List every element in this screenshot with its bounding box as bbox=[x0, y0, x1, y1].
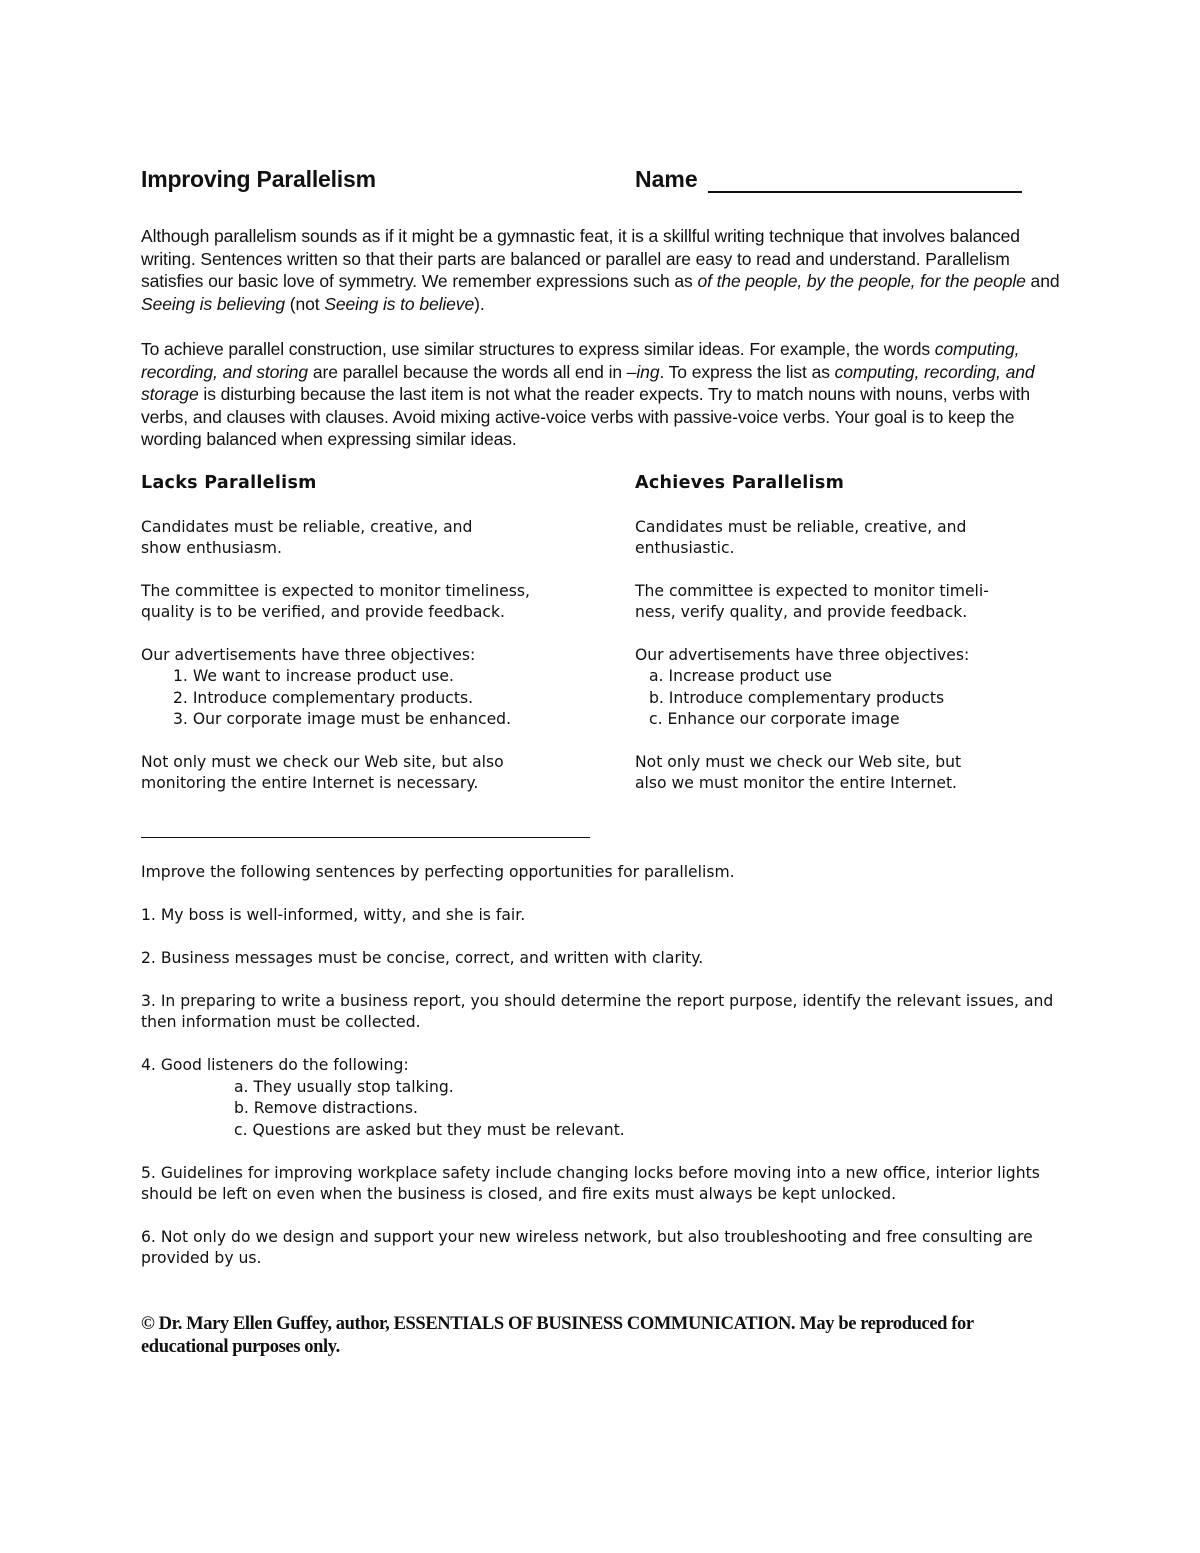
exercise-question-6: 6. Not only do we design and support your new wireless network, but also troubleshooting and free consulting are provided by us. bbox=[141, 1228, 1033, 1268]
list-item: b. Remove distractions. bbox=[234, 1099, 419, 1118]
intro-emphasis: Seeing is to believe bbox=[324, 293, 475, 314]
achieves-heading: Achieves Parallelism bbox=[635, 473, 845, 493]
intro-emphasis: Seeing is believing bbox=[141, 293, 286, 314]
list-item: c. Questions are asked but they must be relevant. bbox=[234, 1120, 625, 1139]
intro-text: and bbox=[1025, 271, 1060, 291]
example-line: enthusiastic. bbox=[635, 539, 735, 558]
list-item: b. Introduce complementary products bbox=[649, 688, 945, 707]
intro-paragraph-1 bbox=[141, 225, 1061, 315]
copyright-notice: © Dr. Mary Ellen Guffey, author, ESSENTIALS OF BUSINESS COMMUNICATION. May be reproduced for educational purposes only. bbox=[141, 1314, 974, 1357]
list-item: 2. Introduce complementary products. bbox=[173, 688, 474, 707]
intro-text: . To express the list as bbox=[659, 361, 835, 382]
intro-text: To achieve parallel construction, use similar structures to express similar ideas. For example, the words bbox=[141, 339, 935, 359]
name-blank-line bbox=[708, 191, 1022, 193]
question-4-text: 4. Good listeners do the following: bbox=[141, 1056, 409, 1075]
intro-text: are parallel because the words all end in bbox=[308, 361, 627, 382]
example-line: show enthusiasm. bbox=[141, 539, 282, 558]
achieves-example-3 bbox=[635, 645, 1105, 730]
list-item: 3. Our corporate image must be enhanced. bbox=[173, 710, 512, 729]
lacks-example-4 bbox=[141, 752, 611, 795]
lacks-parallelism-column bbox=[141, 473, 611, 816]
exercise-question-5: 5. Guidelines for improving workplace safety include changing locks before moving into a new office, interior lights should be left on even when the business is closed, and fire exits must always be kept unlocked. bbox=[141, 1163, 1040, 1204]
lacks-example-1 bbox=[141, 517, 611, 560]
lacks-example-3 bbox=[141, 645, 611, 730]
intro-text: Although parallelism sounds as if it might be a gymnastic feat, it is a skillful writing technique that involves balanced writing. Sentences written so that their parts are balanced or parallel are easy to read and understand. Parallelism satisfies our basic love of symmetry. We remember expressions such as bbox=[141, 226, 1020, 291]
achieves-objectives-list bbox=[635, 666, 1105, 730]
list-item: 1. We want to increase product use. bbox=[173, 667, 454, 686]
example-line: Not only must we check our Web site, but also bbox=[141, 752, 504, 771]
lacks-objectives-list bbox=[141, 666, 611, 730]
intro-text: ). bbox=[474, 293, 485, 314]
intro-emphasis: computing, recording, and storing bbox=[141, 339, 1020, 382]
example-line: Our advertisements have three objectives: bbox=[635, 646, 970, 665]
achieves-example-4 bbox=[635, 752, 1105, 795]
example-line: The committee is expected to monitor timeli- bbox=[635, 582, 989, 601]
exercise-section bbox=[141, 862, 1061, 1291]
intro-text: (not bbox=[285, 293, 325, 314]
achieves-example-2 bbox=[635, 581, 1105, 624]
title-row bbox=[141, 166, 1061, 196]
example-line: quality is to be verified, and provide feedback. bbox=[141, 603, 505, 622]
intro-text: is disturbing because the last item is not what the reader expects. Try to match nouns with nouns, verbs with verbs, and clauses with clauses. Avoid mixing active-voice verbs with passive-voice verbs. Your goal is to keep the wording balanced when expressing similar ideas. bbox=[141, 384, 1031, 449]
example-line: Not only must we check our Web site, but bbox=[635, 752, 962, 771]
example-line: Candidates must be reliable, creative, and bbox=[635, 518, 967, 536]
example-line: Our advertisements have three objectives: bbox=[141, 646, 476, 665]
exercise-question-1: 1. My boss is well-informed, witty, and she is fair. bbox=[141, 906, 526, 924]
section-divider bbox=[141, 837, 590, 838]
exercise-question-4 bbox=[141, 1055, 1061, 1141]
example-line: ness, verify quality, and provide feedback. bbox=[635, 603, 968, 622]
exercise-question-3: 3. In preparing to write a business report, you should determine the report purpose, identify the relevant issues, and then information must be collected. bbox=[141, 992, 1054, 1032]
example-line: Candidates must be reliable, creative, and bbox=[141, 518, 473, 536]
example-line: also we must monitor the entire Internet. bbox=[635, 774, 958, 793]
name-label: Name bbox=[635, 166, 698, 192]
exercise-instructions: Improve the following sentences by perfecting opportunities for parallelism. bbox=[141, 863, 735, 881]
intro-emphasis: computing, recording, and storage bbox=[141, 361, 1035, 404]
intro-paragraph-2 bbox=[141, 338, 1061, 451]
lacks-example-2 bbox=[141, 581, 611, 624]
list-item: a. Increase product use bbox=[649, 667, 832, 686]
page-title: Improving Parallelism bbox=[141, 166, 376, 192]
intro-emphasis: –ing bbox=[626, 361, 660, 382]
lacks-heading: Lacks Parallelism bbox=[141, 473, 317, 493]
exercise-question-2: 2. Business messages must be concise, correct, and written with clarity. bbox=[141, 949, 704, 967]
example-line: The committee is expected to monitor timeliness, bbox=[141, 582, 530, 601]
achieves-example-1 bbox=[635, 517, 1105, 560]
list-item: a. They usually stop talking. bbox=[234, 1077, 454, 1096]
achieves-parallelism-column bbox=[635, 473, 1105, 816]
list-item: c. Enhance our corporate image bbox=[649, 710, 900, 729]
example-line: monitoring the entire Internet is necessary. bbox=[141, 774, 479, 793]
intro-emphasis: of the people, by the people, for the people bbox=[697, 271, 1026, 291]
